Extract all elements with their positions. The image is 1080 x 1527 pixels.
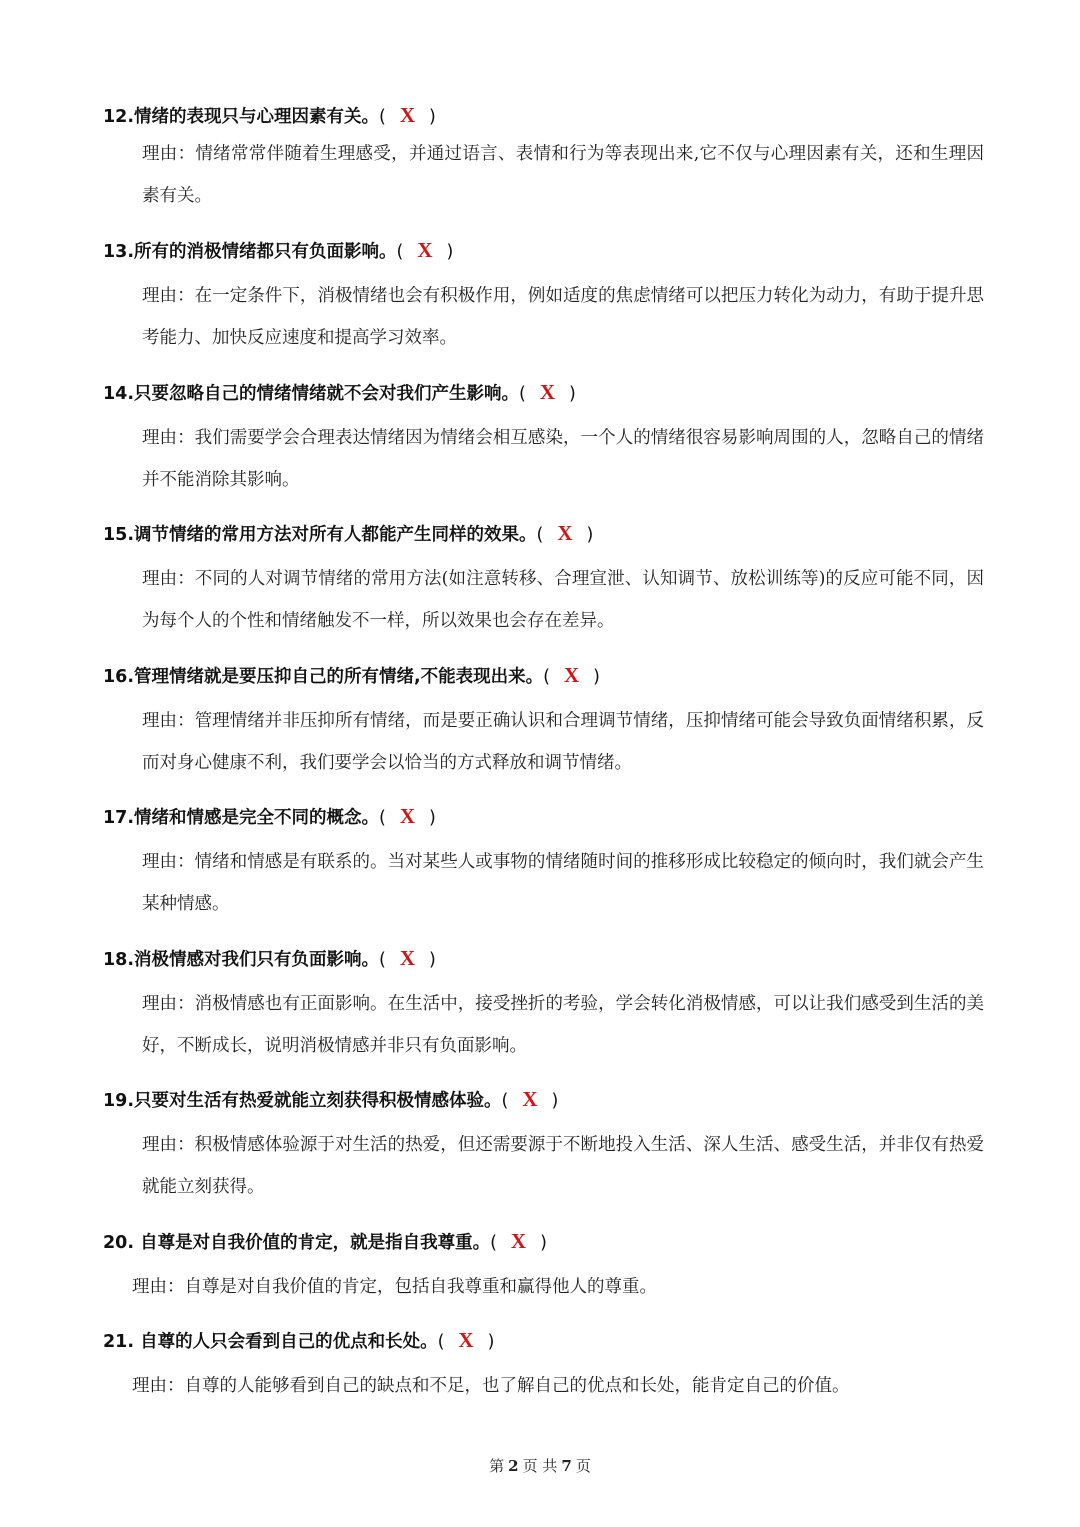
wrong-mark: X: [399, 804, 415, 828]
question-text: 21. 自尊的人只会看到自己的优点和长处。( X ): [103, 1328, 495, 1352]
reason-text: 理由：管理情绪并非压抑所有情绪，而是要正确认识和合理调节情绪，压抑情绪可能会导致负面情绪积累，反而对身心健康不利，我们要学会以恰当的方式释放和调节情绪。: [142, 711, 984, 773]
question-text: 12.情绪的表现只与心理因素有关。( X ): [103, 103, 436, 127]
reason-text: 理由：积极情感体验源于对生活的热爱，但还需要源于不断地投入生活、深人生活、感受生活，并非仅有热爱就能立刻获得。: [142, 1135, 984, 1197]
reason-text: 理由：消极情感也有正面影响。在生活中，接受挫折的考验，学会转化消极情感，可以让我们感受到生活的美好，不断成长，说明消极情感并非只有负面影响。: [142, 994, 984, 1056]
question-text: 16.管理情绪就是要压抑自己的所有情绪,不能表现出来。( X ): [103, 663, 600, 687]
wrong-mark: X: [563, 663, 580, 687]
wrong-mark: X: [399, 103, 415, 127]
reason-text: 理由：我们需要学会合理表达情绪因为情绪会相互感染，一个人的情绪很容易影响周围的人，忽略自己的情绪并不能消除其影响。: [142, 428, 984, 490]
wrong-mark: X: [557, 521, 573, 545]
reason-text: 理由：情绪常常伴随着生理感受，并通过语言、表情和行为等表现出来,它不仅与心理因素有关，还和生理因素有关。: [142, 144, 984, 206]
page-footer: 第 2 页 共 7 页: [489, 1457, 591, 1475]
wrong-mark: X: [417, 238, 433, 262]
page-total: 7: [561, 1457, 572, 1475]
page-number: 2: [508, 1457, 519, 1475]
question-text: 19.只要对生活有热爱就能立刻获得积极情感体验。( X ): [103, 1087, 559, 1111]
wrong-mark: X: [522, 1087, 538, 1111]
question-text: 14.只要忽略自己的情绪情绪就不会对我们产生影响。( X ): [103, 380, 576, 404]
wrong-mark: X: [539, 380, 555, 404]
wrong-mark: X: [399, 946, 415, 970]
reason-text: 理由：自尊的人能够看到自己的缺点和不足，也了解自己的优点和长处，能肯定自己的价值。: [132, 1376, 850, 1396]
reason-text: 理由：自尊是对自我价值的肯定，包括自我尊重和赢得他人的尊重。: [132, 1277, 657, 1297]
reason-text: 理由：情绪和情感是有联系的。当对某些人或事物的情绪随时间的推移形成比较稳定的倾向时，我们就会产生某种情感。: [142, 852, 984, 914]
wrong-mark: X: [458, 1328, 474, 1352]
question-text: 18.消极情感对我们只有负面影响。( X ): [103, 946, 436, 970]
question-text: 17.情绪和情感是完全不同的概念。( X ): [103, 804, 436, 828]
question-text: 13.所有的消极情绪都只有负面影响。( X ): [103, 238, 454, 262]
wrong-mark: X: [510, 1229, 527, 1253]
reason-text: 理由：不同的人对调节情绪的常用方法(如注意转移、合理宣泄、认知调节、放松训练等)的反应可能不同，因为每个人的个性和情绪触发不一样，所以效果也会存在差异。: [142, 569, 984, 631]
question-text: 20. 自尊是对自我价值的肯定，就是指自我尊重。( X ): [103, 1229, 547, 1253]
reason-text: 理由：在一定条件下，消极情绪也会有积极作用，例如适度的焦虑情绪可以把压力转化为动力，有助于提升思考能力、加快反应速度和提高学习效率。: [142, 286, 984, 348]
question-text: 15.调节情绪的常用方法对所有人都能产生同样的效果。( X ): [103, 521, 594, 545]
